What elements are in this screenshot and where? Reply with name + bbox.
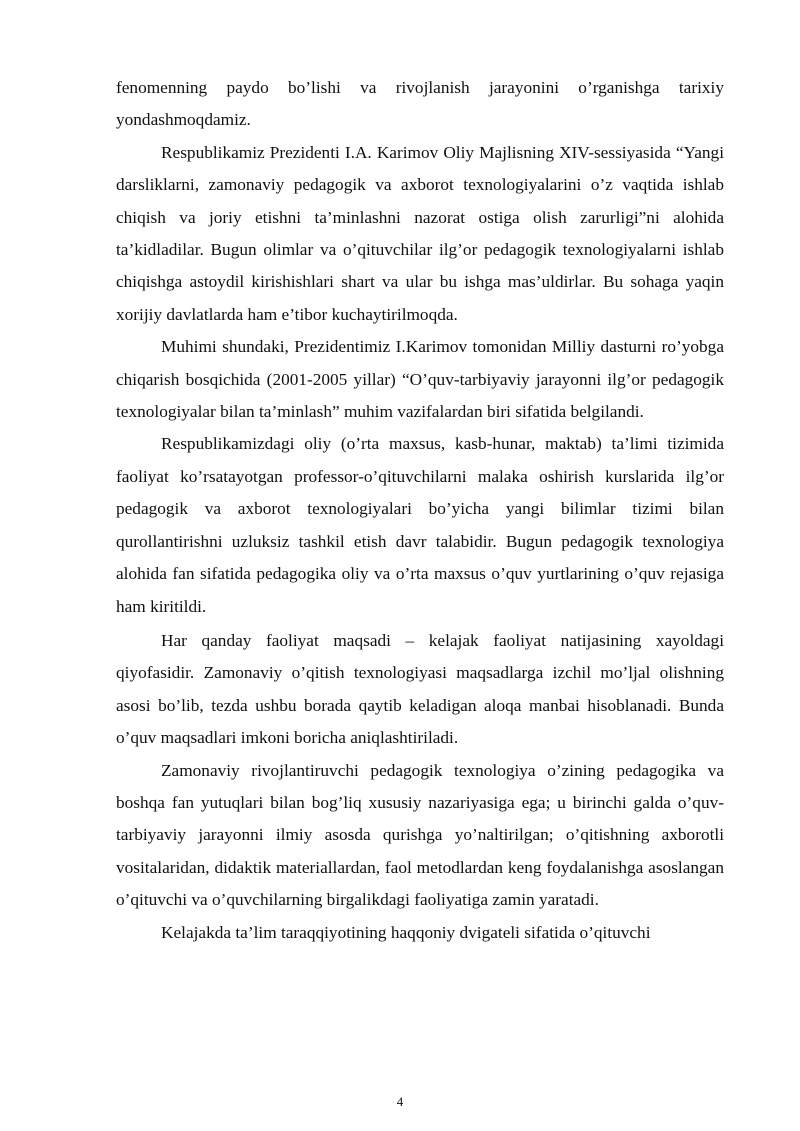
- page-number: 4: [396, 1094, 404, 1109]
- paragraph-continued: fenomenning paydo bo’lishi va rivojlanish jarayonini o’rganishga tarixiy yondashmoqdamiz.: [116, 78, 724, 130]
- paragraph-future-education: Kelajakda ta’lim taraqqiyotining haqqoniy dvigateli sifatida o’qituvchi: [161, 922, 651, 942]
- paragraph-modern-technology: Zamonaviy rivojlantiruvchi pedagogik texnologiya o’zining pedagogika va boshqa fan yutuqlari bilan bog’liq xususiy nazariyasiga ega; u birinchi galda o’quv- tarbiyaviy jarayonni ilmiy asosda qurishga yo’naltirilgan; o’qitishning axborotli vositalaridan, didaktik materiallardan, faol metodlardan keng foydalanishga asoslangan o’qituvchi va o’quvchilarning birgalikdagi faoliyatiga zamin yaratadi.: [116, 760, 724, 910]
- body-text: [116, 72, 724, 949]
- paragraph-national-program: Muhimi shundaki, Prezidentimiz I.Karimov tomonidan Milliy dasturni ro’yobga chiqarish bosqichida (2001-2005 yillar) “O’quv-tarbiyaviy jarayonni ilg’or pedagogik texnologiyalar bilan ta’minlash” muhim vazifalardan biri sifatida belgilandi.: [116, 337, 724, 422]
- paragraph-activity-goal: Har qanday faoliyat maqsadi – kelajak faoliyat natijasining xayoldagi qiyofasidir. Zamonaviy o’qitish texnologiyasi maqsadlarga izchil mo’ljal olishning asosi bo’lib, tezda ushbu borada qaytib keladigan aloqa manbai hisoblanadi. Bunda o’quv maqsadlari imkoni boricha aniqlashtiriladi.: [116, 630, 724, 748]
- paragraph-president-quote: Respublikamiz Prezidenti I.A. Karimov Oliy Majlisning XIV-sessiyasida “Yangi darsliklarni, zamonaviy pedagogik va axborot texnologiyalarini o’z vaqtida ishlab chiqish va joriy etishni ta’minlashni nazorat ostiga olish zarurligi”ni alohida ta’kidladilar. Bugun olimlar va o’qituvchilar ilg’or pedagogik texnologiyalarni ishlab chiqishga astoydil kirishishlari shart va ular bu ishga mas’uldirlar. Bu sohaga yaqin xorijiy davlatlarda ham e’tibor kuchaytirilmoqda.: [116, 142, 724, 324]
- paragraph-teacher-training: Respublikamizdagi oliy (o’rta maxsus, kasb-hunar, maktab) ta’limi tizimida faoliyat ko’rsatayotgan professor-o’qituvchilarni malaka oshirish kurslarida ilg’or pedagogik va axborot texnologiyalari bo’yicha yangi bilimlar tizimi bilan qurollantirishni uzluksiz tashkil etish davr talabidir. Bugun pedagogik texnologiya alohida fan sifatida pedagogika oliy va o’rta maxsus o’quv yurtlarining o’quv rejasiga ham kiritildi.: [116, 434, 724, 616]
